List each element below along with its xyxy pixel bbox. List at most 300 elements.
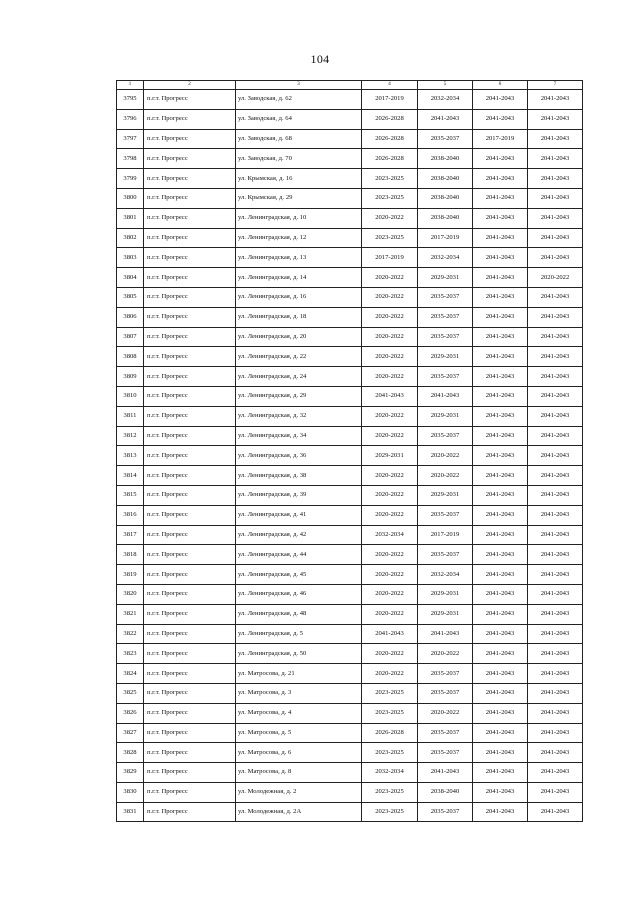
table-row (117, 426, 583, 446)
period-cell: 2041-2043 (473, 703, 528, 723)
column-number-row (117, 81, 583, 90)
address-cell: ул. Заводская, д. 68 (236, 129, 362, 149)
period-cell: 2032-2034 (362, 763, 418, 783)
locality-cell: п.г.т. Прогресс (144, 327, 236, 347)
locality-cell: п.г.т. Прогресс (144, 743, 236, 763)
period-cell: 2041-2043 (473, 109, 528, 129)
period-cell: 2038-2040 (418, 149, 473, 169)
locality-cell: п.г.т. Прогресс (144, 347, 236, 367)
period-cell: 2041-2043 (362, 624, 418, 644)
period-cell: 2041-2043 (473, 525, 528, 545)
row-number-cell: 3822 (117, 624, 144, 644)
locality-cell: п.г.т. Прогресс (144, 169, 236, 189)
locality-cell: п.г.т. Прогресс (144, 188, 236, 208)
period-cell: 2038-2040 (418, 208, 473, 228)
period-cell: 2020-2022 (362, 545, 418, 565)
locality-cell: п.г.т. Прогресс (144, 426, 236, 446)
period-cell: 2035-2037 (418, 327, 473, 347)
address-cell: ул. Ленинградская, д. 48 (236, 604, 362, 624)
period-cell: 2032-2034 (418, 90, 473, 110)
period-cell: 2029-2031 (418, 406, 473, 426)
period-cell: 2041-2043 (418, 763, 473, 783)
period-cell: 2041-2043 (528, 466, 583, 486)
period-cell: 2041-2043 (473, 782, 528, 802)
period-cell: 2026-2028 (362, 129, 418, 149)
row-number-cell: 3807 (117, 327, 144, 347)
address-cell: ул. Матросова, д. 4 (236, 703, 362, 723)
row-number-cell: 3817 (117, 525, 144, 545)
row-number-cell: 3819 (117, 565, 144, 585)
column-header: 3 (236, 81, 362, 90)
table-row (117, 782, 583, 802)
period-cell: 2020-2022 (362, 208, 418, 228)
period-cell: 2041-2043 (528, 584, 583, 604)
address-cell: ул. Заводская, д. 62 (236, 90, 362, 110)
period-cell: 2035-2037 (418, 723, 473, 743)
row-number-cell: 3821 (117, 604, 144, 624)
address-cell: ул. Ленинградская, д. 29 (236, 386, 362, 406)
row-number-cell: 3800 (117, 188, 144, 208)
locality-cell: п.г.т. Прогресс (144, 287, 236, 307)
table-row (117, 485, 583, 505)
period-cell: 2020-2022 (362, 644, 418, 664)
table-row (117, 763, 583, 783)
period-cell: 2041-2043 (528, 386, 583, 406)
locality-cell: п.г.т. Прогресс (144, 802, 236, 822)
period-cell: 2041-2043 (473, 188, 528, 208)
period-cell: 2041-2043 (528, 525, 583, 545)
period-cell: 2041-2043 (473, 248, 528, 268)
period-cell: 2041-2043 (473, 228, 528, 248)
locality-cell: п.г.т. Прогресс (144, 307, 236, 327)
row-number-cell: 3830 (117, 782, 144, 802)
period-cell: 2041-2043 (473, 406, 528, 426)
address-cell: ул. Ленинградская, д. 34 (236, 426, 362, 446)
row-number-cell: 3812 (117, 426, 144, 446)
table-row (117, 287, 583, 307)
period-cell: 2041-2043 (528, 446, 583, 466)
period-cell: 2041-2043 (473, 149, 528, 169)
period-cell: 2041-2043 (528, 188, 583, 208)
period-cell: 2041-2043 (528, 248, 583, 268)
period-cell: 2020-2022 (362, 485, 418, 505)
period-cell: 2041-2043 (528, 802, 583, 822)
locality-cell: п.г.т. Прогресс (144, 664, 236, 684)
period-cell: 2041-2043 (528, 149, 583, 169)
address-cell: ул. Матросова, д. 5 (236, 723, 362, 743)
period-cell: 2026-2028 (362, 109, 418, 129)
table-row (117, 624, 583, 644)
period-cell: 2041-2043 (528, 327, 583, 347)
period-cell: 2017-2019 (473, 129, 528, 149)
address-cell: ул. Крымская, д. 16 (236, 169, 362, 189)
period-cell: 2020-2022 (362, 505, 418, 525)
period-cell: 2041-2043 (528, 604, 583, 624)
period-cell: 2017-2019 (362, 90, 418, 110)
period-cell: 2041-2043 (528, 406, 583, 426)
period-cell: 2041-2043 (473, 545, 528, 565)
address-cell: ул. Ленинградская, д. 42 (236, 525, 362, 545)
period-cell: 2041-2043 (473, 347, 528, 367)
period-cell: 2041-2043 (473, 426, 528, 446)
period-cell: 2029-2031 (418, 347, 473, 367)
column-header: 2 (144, 81, 236, 90)
period-cell: 2026-2028 (362, 149, 418, 169)
housing-registry-table (116, 80, 583, 822)
table-row (117, 347, 583, 367)
period-cell: 2035-2037 (418, 287, 473, 307)
address-cell: ул. Ленинградская, д. 45 (236, 565, 362, 585)
period-cell: 2020-2022 (362, 664, 418, 684)
column-header: 1 (117, 81, 144, 90)
address-cell: ул. Заводская, д. 64 (236, 109, 362, 129)
period-cell: 2020-2022 (362, 327, 418, 347)
address-cell: ул. Ленинградская, д. 12 (236, 228, 362, 248)
period-cell: 2035-2037 (418, 802, 473, 822)
row-number-cell: 3827 (117, 723, 144, 743)
period-cell: 2020-2022 (418, 703, 473, 723)
row-number-cell: 3801 (117, 208, 144, 228)
address-cell: ул. Ленинградская, д. 18 (236, 307, 362, 327)
locality-cell: п.г.т. Прогресс (144, 406, 236, 426)
period-cell: 2041-2043 (473, 367, 528, 387)
table-row (117, 129, 583, 149)
period-cell: 2035-2037 (418, 743, 473, 763)
period-cell: 2020-2022 (362, 307, 418, 327)
address-cell: ул. Ленинградская, д. 5 (236, 624, 362, 644)
row-number-cell: 3805 (117, 287, 144, 307)
period-cell: 2023-2025 (362, 743, 418, 763)
table-row (117, 525, 583, 545)
locality-cell: п.г.т. Прогресс (144, 763, 236, 783)
table-row (117, 565, 583, 585)
row-number-cell: 3818 (117, 545, 144, 565)
table-row (117, 604, 583, 624)
period-cell: 2041-2043 (528, 505, 583, 525)
period-cell: 2041-2043 (528, 565, 583, 585)
period-cell: 2041-2043 (473, 307, 528, 327)
locality-cell: п.г.т. Прогресс (144, 565, 236, 585)
period-cell: 2020-2022 (418, 446, 473, 466)
period-cell: 2029-2031 (418, 485, 473, 505)
row-number-cell: 3815 (117, 485, 144, 505)
period-cell: 2020-2022 (418, 644, 473, 664)
period-cell: 2041-2043 (528, 703, 583, 723)
period-cell: 2041-2043 (528, 169, 583, 189)
period-cell: 2032-2034 (362, 525, 418, 545)
column-header: 6 (473, 81, 528, 90)
period-cell: 2041-2043 (473, 485, 528, 505)
table-row (117, 228, 583, 248)
table-row (117, 406, 583, 426)
locality-cell: п.г.т. Прогресс (144, 446, 236, 466)
row-number-cell: 3823 (117, 644, 144, 664)
period-cell: 2038-2040 (418, 782, 473, 802)
period-cell: 2017-2019 (418, 228, 473, 248)
period-cell: 2041-2043 (473, 169, 528, 189)
period-cell: 2017-2019 (418, 525, 473, 545)
period-cell: 2041-2043 (473, 723, 528, 743)
row-number-cell: 3831 (117, 802, 144, 822)
row-number-cell: 3804 (117, 268, 144, 288)
period-cell: 2041-2043 (528, 723, 583, 743)
locality-cell: п.г.т. Прогресс (144, 149, 236, 169)
period-cell: 2041-2043 (473, 208, 528, 228)
period-cell: 2041-2043 (528, 208, 583, 228)
period-cell: 2020-2022 (528, 268, 583, 288)
locality-cell: п.г.т. Прогресс (144, 228, 236, 248)
row-number-cell: 3799 (117, 169, 144, 189)
period-cell: 2023-2025 (362, 782, 418, 802)
locality-cell: п.г.т. Прогресс (144, 545, 236, 565)
row-number-cell: 3820 (117, 584, 144, 604)
row-number-cell: 3814 (117, 466, 144, 486)
period-cell: 2041-2043 (418, 624, 473, 644)
period-cell: 2041-2043 (528, 644, 583, 664)
row-number-cell: 3796 (117, 109, 144, 129)
period-cell: 2020-2022 (362, 406, 418, 426)
period-cell: 2020-2022 (362, 604, 418, 624)
period-cell: 2038-2040 (418, 169, 473, 189)
period-cell: 2041-2043 (528, 307, 583, 327)
locality-cell: п.г.т. Прогресс (144, 248, 236, 268)
table-row (117, 664, 583, 684)
table-row (117, 248, 583, 268)
period-cell: 2041-2043 (473, 565, 528, 585)
locality-cell: п.г.т. Прогресс (144, 525, 236, 545)
period-cell: 2029-2031 (418, 268, 473, 288)
table-row (117, 169, 583, 189)
address-cell: ул. Ленинградская, д. 13 (236, 248, 362, 268)
period-cell: 2041-2043 (473, 90, 528, 110)
address-cell: ул. Молодежная, д. 2А (236, 802, 362, 822)
row-number-cell: 3816 (117, 505, 144, 525)
address-cell: ул. Молодежная, д. 2 (236, 782, 362, 802)
row-number-cell: 3802 (117, 228, 144, 248)
locality-cell: п.г.т. Прогресс (144, 505, 236, 525)
locality-cell: п.г.т. Прогресс (144, 386, 236, 406)
row-number-cell: 3806 (117, 307, 144, 327)
period-cell: 2020-2022 (362, 584, 418, 604)
period-cell: 2041-2043 (473, 287, 528, 307)
period-cell: 2035-2037 (418, 367, 473, 387)
address-cell: ул. Ленинградская, д. 22 (236, 347, 362, 367)
period-cell: 2041-2043 (528, 782, 583, 802)
period-cell: 2035-2037 (418, 129, 473, 149)
period-cell: 2041-2043 (528, 624, 583, 644)
locality-cell: п.г.т. Прогресс (144, 644, 236, 664)
locality-cell: п.г.т. Прогресс (144, 683, 236, 703)
period-cell: 2035-2037 (418, 683, 473, 703)
period-cell: 2035-2037 (418, 505, 473, 525)
period-cell: 2023-2025 (362, 228, 418, 248)
address-cell: ул. Ленинградская, д. 36 (236, 446, 362, 466)
locality-cell: п.г.т. Прогресс (144, 723, 236, 743)
address-cell: ул. Матросова, д. 8 (236, 763, 362, 783)
period-cell: 2041-2043 (473, 644, 528, 664)
period-cell: 2023-2025 (362, 683, 418, 703)
address-cell: ул. Ленинградская, д. 46 (236, 584, 362, 604)
table-row (117, 723, 583, 743)
period-cell: 2041-2043 (473, 268, 528, 288)
address-cell: ул. Ленинградская, д. 41 (236, 505, 362, 525)
period-cell: 2023-2025 (362, 703, 418, 723)
table-row (117, 327, 583, 347)
table-row (117, 386, 583, 406)
period-cell: 2041-2043 (473, 683, 528, 703)
locality-cell: п.г.т. Прогресс (144, 367, 236, 387)
period-cell: 2041-2043 (528, 367, 583, 387)
period-cell: 2020-2022 (362, 426, 418, 446)
period-cell: 2041-2043 (473, 624, 528, 644)
period-cell: 2041-2043 (418, 386, 473, 406)
period-cell: 2041-2043 (473, 327, 528, 347)
table-body (117, 90, 583, 822)
period-cell: 2041-2043 (473, 584, 528, 604)
period-cell: 2041-2043 (473, 446, 528, 466)
address-cell: ул. Ленинградская, д. 20 (236, 327, 362, 347)
period-cell: 2041-2043 (418, 109, 473, 129)
locality-cell: п.г.т. Прогресс (144, 782, 236, 802)
period-cell: 2041-2043 (473, 763, 528, 783)
address-cell: ул. Ленинградская, д. 38 (236, 466, 362, 486)
row-number-cell: 3809 (117, 367, 144, 387)
address-cell: ул. Ленинградская, д. 16 (236, 287, 362, 307)
address-cell: ул. Ленинградская, д. 24 (236, 367, 362, 387)
table-row (117, 367, 583, 387)
address-cell: ул. Ленинградская, д. 10 (236, 208, 362, 228)
period-cell: 2032-2034 (418, 565, 473, 585)
period-cell: 2020-2022 (362, 287, 418, 307)
row-number-cell: 3803 (117, 248, 144, 268)
period-cell: 2038-2040 (418, 188, 473, 208)
period-cell: 2017-2019 (362, 248, 418, 268)
row-number-cell: 3808 (117, 347, 144, 367)
table-row (117, 149, 583, 169)
locality-cell: п.г.т. Прогресс (144, 624, 236, 644)
table-row (117, 307, 583, 327)
period-cell: 2041-2043 (528, 743, 583, 763)
row-number-cell: 3828 (117, 743, 144, 763)
address-cell: ул. Ленинградская, д. 44 (236, 545, 362, 565)
table-row (117, 802, 583, 822)
locality-cell: п.г.т. Прогресс (144, 485, 236, 505)
table-row (117, 268, 583, 288)
row-number-cell: 3811 (117, 406, 144, 426)
address-cell: ул. Ленинградская, д. 50 (236, 644, 362, 664)
locality-cell: п.г.т. Прогресс (144, 208, 236, 228)
locality-cell: п.г.т. Прогресс (144, 268, 236, 288)
column-header: 4 (362, 81, 418, 90)
period-cell: 2041-2043 (528, 545, 583, 565)
table-row (117, 466, 583, 486)
table-row (117, 90, 583, 110)
period-cell: 2035-2037 (418, 426, 473, 446)
period-cell: 2023-2025 (362, 169, 418, 189)
period-cell: 2029-2031 (362, 446, 418, 466)
table-row (117, 505, 583, 525)
period-cell: 2020-2022 (362, 466, 418, 486)
period-cell: 2035-2037 (418, 307, 473, 327)
period-cell: 2020-2022 (418, 466, 473, 486)
period-cell: 2041-2043 (528, 90, 583, 110)
table-row (117, 208, 583, 228)
table-row (117, 545, 583, 565)
table-row (117, 109, 583, 129)
address-cell: ул. Матросова, д. 6 (236, 743, 362, 763)
table-row (117, 683, 583, 703)
address-cell: ул. Матросова, д. 21 (236, 664, 362, 684)
locality-cell: п.г.т. Прогресс (144, 109, 236, 129)
row-number-cell: 3824 (117, 664, 144, 684)
table-row (117, 743, 583, 763)
row-number-cell: 3798 (117, 149, 144, 169)
table-row (117, 188, 583, 208)
period-cell: 2032-2034 (418, 248, 473, 268)
address-cell: ул. Заводская, д. 70 (236, 149, 362, 169)
period-cell: 2029-2031 (418, 604, 473, 624)
period-cell: 2041-2043 (528, 228, 583, 248)
period-cell: 2041-2043 (528, 683, 583, 703)
period-cell: 2020-2022 (362, 565, 418, 585)
period-cell: 2041-2043 (528, 763, 583, 783)
period-cell: 2041-2043 (473, 466, 528, 486)
row-number-cell: 3813 (117, 446, 144, 466)
period-cell: 2020-2022 (362, 367, 418, 387)
row-number-cell: 3829 (117, 763, 144, 783)
period-cell: 2041-2043 (528, 347, 583, 367)
row-number-cell: 3795 (117, 90, 144, 110)
address-cell: ул. Ленинградская, д. 39 (236, 485, 362, 505)
period-cell: 2041-2043 (528, 287, 583, 307)
table-row (117, 703, 583, 723)
period-cell: 2020-2022 (362, 268, 418, 288)
address-cell: ул. Матросова, д. 3 (236, 683, 362, 703)
period-cell: 2023-2025 (362, 802, 418, 822)
period-cell: 2041-2043 (362, 386, 418, 406)
period-cell: 2041-2043 (473, 505, 528, 525)
column-header: 7 (528, 81, 583, 90)
row-number-cell: 3797 (117, 129, 144, 149)
locality-cell: п.г.т. Прогресс (144, 129, 236, 149)
locality-cell: п.г.т. Прогресс (144, 90, 236, 110)
period-cell: 2041-2043 (473, 664, 528, 684)
column-header: 5 (418, 81, 473, 90)
period-cell: 2041-2043 (473, 386, 528, 406)
period-cell: 2035-2037 (418, 664, 473, 684)
locality-cell: п.г.т. Прогресс (144, 703, 236, 723)
period-cell: 2026-2028 (362, 723, 418, 743)
page-number: 104 (310, 52, 330, 66)
period-cell: 2041-2043 (528, 664, 583, 684)
period-cell: 2041-2043 (528, 109, 583, 129)
address-cell: ул. Ленинградская, д. 14 (236, 268, 362, 288)
address-cell: ул. Крымская, д. 29 (236, 188, 362, 208)
locality-cell: п.г.т. Прогресс (144, 584, 236, 604)
locality-cell: п.г.т. Прогресс (144, 604, 236, 624)
period-cell: 2041-2043 (528, 485, 583, 505)
locality-cell: п.г.т. Прогресс (144, 466, 236, 486)
address-cell: ул. Ленинградская, д. 32 (236, 406, 362, 426)
period-cell: 2020-2022 (362, 347, 418, 367)
period-cell: 2041-2043 (473, 743, 528, 763)
row-number-cell: 3810 (117, 386, 144, 406)
period-cell: 2041-2043 (473, 802, 528, 822)
table-row (117, 446, 583, 466)
period-cell: 2041-2043 (473, 604, 528, 624)
row-number-cell: 3825 (117, 683, 144, 703)
period-cell: 2041-2043 (528, 426, 583, 446)
